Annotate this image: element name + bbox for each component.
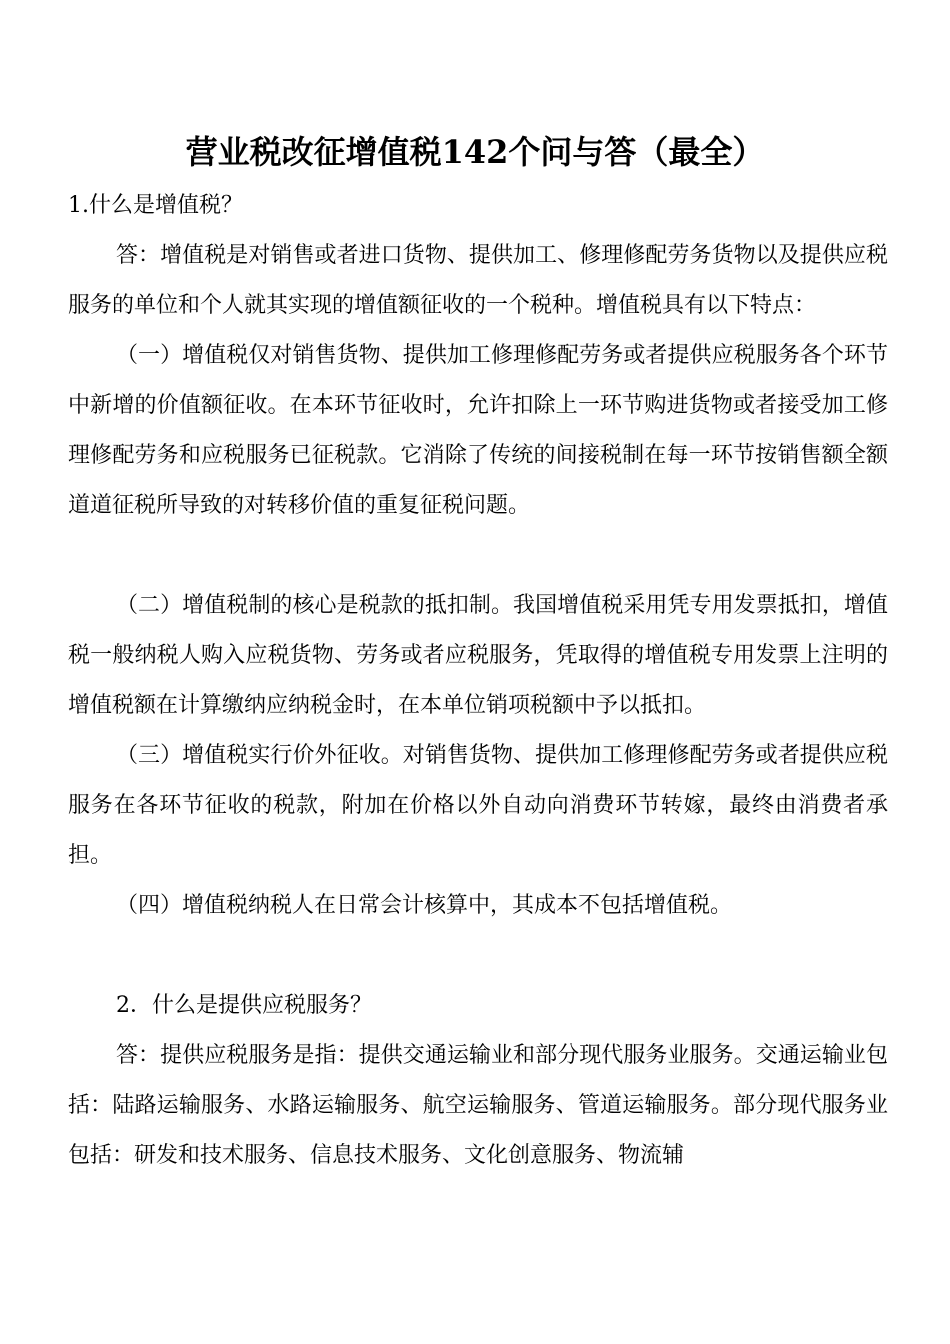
document-title: 营业税改征增值税142个问与答（最全）	[185, 133, 765, 171]
answer-1-point-4: （四）增值税纳税人在日常会计核算中，其成本不包括增值税。	[116, 893, 733, 918]
blank-line	[68, 931, 888, 981]
answer-2-text: 答：提供应税服务是指：提供交通运输业和部分现代服务业服务。交通运输业包括：陆路运输服务、水路运输服务、航空运输服务、管道运输服务。部分现代服务业包括：研发和技术服务、信息技术服务、文化创意服务、物流辅	[68, 1043, 888, 1168]
document-body	[68, 181, 888, 1181]
question-2-heading: 2．什么是提供应税服务？	[116, 993, 372, 1018]
answer-1-point-1: （一）增值税仅对销售货物、提供加工修理修配劳务或者提供应税服务各个环节中新增的价值额征收。在本环节征收时，允许扣除上一环节购进货物或者接受加工修理修配劳务和应税服务已征税款。它消除了传统的间接税制在每一环节按销售额全额道道征税所导致的对转移价值的重复征税问题。	[68, 343, 888, 518]
question-1-heading: 1.什么是增值税？	[68, 193, 243, 218]
blank-line	[68, 531, 888, 581]
answer-1-intro: 答：增值税是对销售或者进口货物、提供加工、修理修配劳务货物以及提供应税服务的单位和个人就其实现的增值额征收的一个税种。增值税具有以下特点：	[68, 243, 888, 318]
answer-1-point-3: （三）增值税实行价外征收。对销售货物、提供加工修理修配劳务或者提供应税服务在各环节征收的税款，附加在价格以外自动向消费环节转嫁，最终由消费者承担。	[68, 743, 888, 868]
answer-1-point-2: （二）增值税制的核心是税款的抵扣制。我国增值税采用凭专用发票抵扣，增值税一般纳税人购入应税货物、劳务或者应税服务，凭取得的增值税专用发票上注明的增值税额在计算缴纳应纳税金时，在本单位销项税额中予以抵扣。	[68, 593, 888, 718]
